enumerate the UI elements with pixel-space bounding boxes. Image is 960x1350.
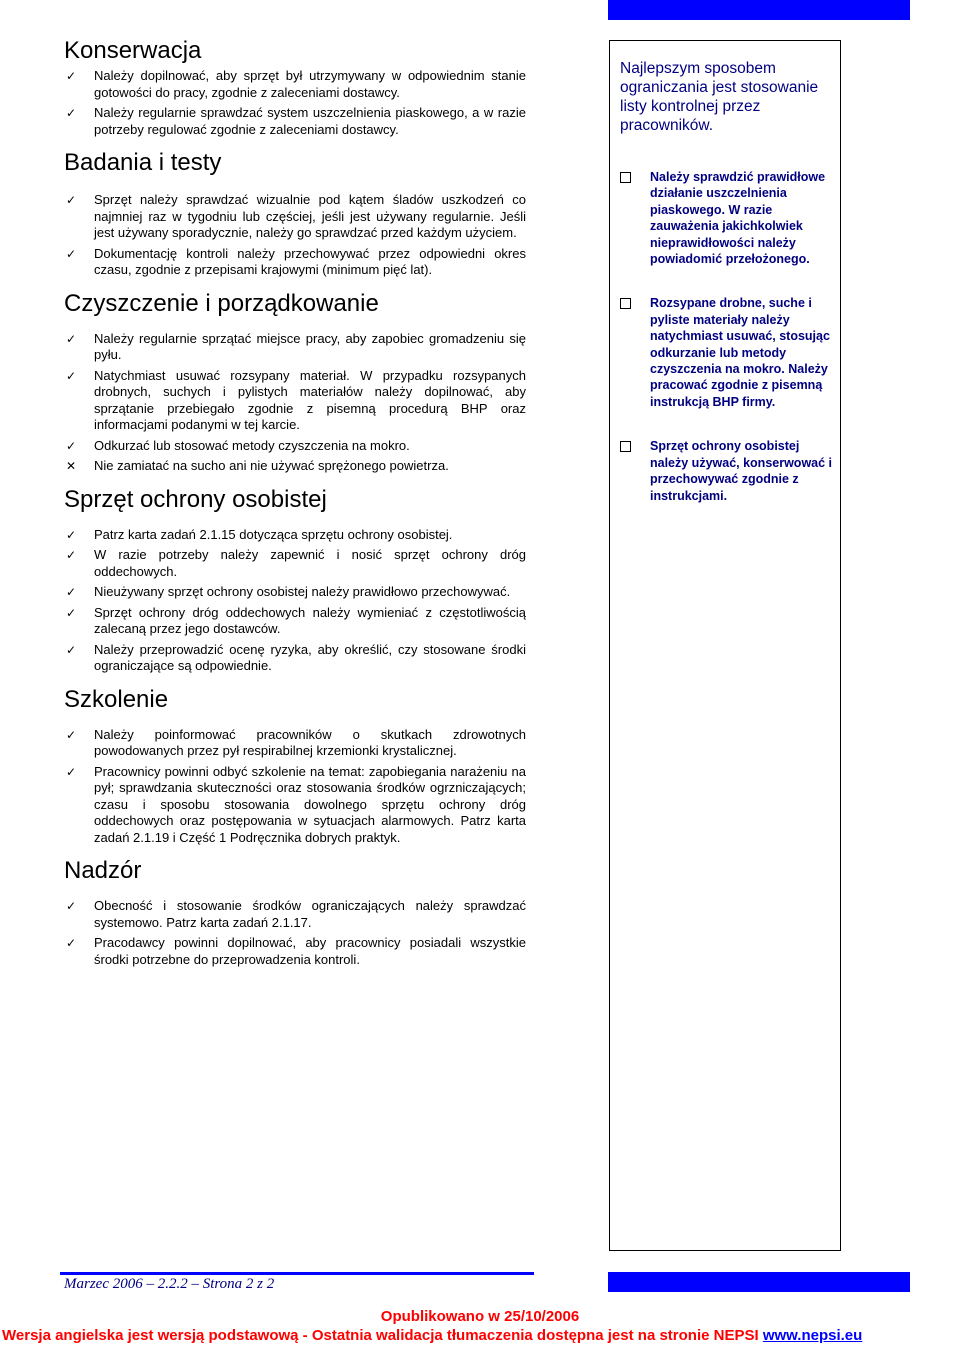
list-item: ✓ Należy dopilnować, aby sprzęt był utrzymywany w odpowiednim stanie gotowości do pracy, zgodnie z zaleceniami dostawcy. [65,68,526,100]
list-item: ✓ Należy regularnie sprawdzać system uszczelnienia piaskowego, a w razie potrzeby regulować zgodnie z zaleceniami dostawcy. [65,105,526,137]
check-icon: ✓ [65,331,77,346]
checkbox-icon [620,298,631,309]
list-item: ✓ Pracodawcy powinni dopilnować, aby pracownicy posiadali wszystkie środki potrzebne do przeprowadzenia kontroli. [65,935,526,967]
list-item: ✓ W razie potrzeby należy zapewnić i nosić sprzęt ochrony dróg oddechowych. [65,547,526,579]
check-icon: ✓ [65,438,77,453]
bottom-blue-bar [608,1272,910,1292]
section-heading-nadzor: Nadzór [64,857,142,884]
list-item: ✓ Patrz karta zadań 2.1.15 dotycząca sprzętu ochrony osobistej. [65,526,453,542]
section-heading-czyszczenie: Czyszczenie i porządkowanie [64,289,379,317]
section-heading-badania: Badania i testy [64,149,222,176]
sidebar-checklist-item: Sprzęt ochrony osobistej należy używać, konserwować i przechowywać zgodnie z instrukcjami. [620,438,835,504]
check-icon: ✓ [65,106,77,120]
check-icon: ✓ [65,727,77,742]
list-item: ✓ Natychmiast usuwać rozsypany materiał. W przypadku rozsypanych drobnych, suchych i pylistych materiałów należy dopilnować, aby sprzątanie przebiegało zgodnie z pisemną procedurą BHP oraz informacjami podanymi w tej karcie. [65,367,526,432]
section-heading-szkolenie: Szkolenie [64,685,169,713]
list-item: ✓ Obecność i stosowanie środków ograniczających należy sprawdzać systemowo. Patrz karta zadań 2.1.17. [65,898,526,930]
list-item: ✓ Pracownicy powinni odbyć szkolenie na temat: zapobiegania narażeniu na pył; sprawdzania skuteczności oraz stosowania środków ogrzniczających; czasu i sposobu stosowania dowolnego sprzętu ochrony dróg oddechowych oraz postępowania w sytuacjach alarmowych. Patrz karta zadań 2.1.19 i Część 1 Podręcznika dobrych praktyk. [65,763,526,845]
check-icon: ✓ [65,899,77,913]
checkbox-icon [620,172,631,183]
cross-icon: ✕ [65,459,77,473]
section-heading-sprzet: Sprzęt ochrony osobistej [64,485,327,513]
check-icon: ✓ [65,585,77,599]
list-item: ✓ Należy regularnie sprzątać miejsce pracy, aby zapobiec gromadzeniu się pyłu. [65,330,526,362]
check-icon: ✓ [65,527,77,542]
check-icon: ✓ [65,368,77,383]
main-column [64,36,526,972]
sidebar-checklist-item: Należy sprawdzić prawidłowe działanie uszczelnienia piaskowego. W razie zauważenia jakichkolwiek nieprawidłowości należy powiadomić przełożonego. [620,169,835,267]
check-icon: ✓ [65,548,77,562]
list-item: ✓ Dokumentację kontroli należy przechowywać przez odpowiedni okres czasu, zgodnie z przepisami krajowymi (minimum pięć lat). [65,245,526,277]
sidebar-checklist-item: Rozsypane drobne, suche i pyliste materiały należy natychmiast usuwać, stosując odkurzanie lub metody czyszczenia na mokro. Należy pracować zgodnie z pisemną instrukcją BHP firmy. [620,295,835,410]
check-icon: ✓ [65,69,77,83]
check-icon: ✓ [65,605,77,620]
footer-divider [60,1272,534,1275]
section-heading-konserwacja: Konserwacja [64,37,202,64]
checklist-sidebar [609,40,841,1251]
check-icon: ✓ [65,642,77,657]
checkbox-icon [620,441,631,452]
list-item: ✓ Nieużywany sprzęt ochrony osobistej należy prawidłowo przechowywać. [65,584,511,599]
list-item: ✕ Nie zamiatać na sucho ani nie używać sprężonego powietrza. [65,458,449,473]
list-item: ✓ Sprzęt należy sprawdzać wizualnie pod kątem śladów uszkodzeń co najmniej raz w tygodniu lub częściej, jeśli jest używany regularnie. Jeśli jest używany sporadycznie, należy go sprawdzać przed każdym użyciem. [65,192,526,240]
footer-notice: Wersja angielska jest wersją podstawową - Ostatnia walidacja tłumaczenia dostępna jest na stronie NEPSI www.nepsi.eu [2,1327,863,1344]
top-blue-bar [608,0,910,20]
sidebar-intro: Najlepszym sposobem ograniczania jest stosowanie listy kontrolnej przez pracowników. [620,60,819,134]
list-item: ✓ Należy przeprowadzić ocenę ryzyka, aby określić, czy stosowane środki ograniczające są odpowiednie. [65,641,526,673]
list-item: ✓ Sprzęt ochrony dróg oddechowych należy wymieniać z częstotliwością zalecaną przez jego dostawców. [65,604,526,636]
check-icon: ✓ [65,193,77,207]
published-date: Opublikowano w 25/10/2006 [380,1308,580,1325]
check-icon: ✓ [65,246,77,261]
list-item: ✓ Odkurzać lub stosować metody czyszczenia na mokro. [65,437,410,453]
list-item: ✓ Należy poinformować pracowników o skutkach zdrowotnych powodowanych przez pył respirabilnej krzemionki krystalicznej. [65,726,526,758]
page-info: Marzec 2006 – 2.2.2 – Strona 2 z 2 [64,1276,275,1292]
check-icon: ✓ [65,936,77,950]
check-icon: ✓ [65,764,77,779]
nepsi-link[interactable]: www.nepsi.eu [762,1327,863,1344]
